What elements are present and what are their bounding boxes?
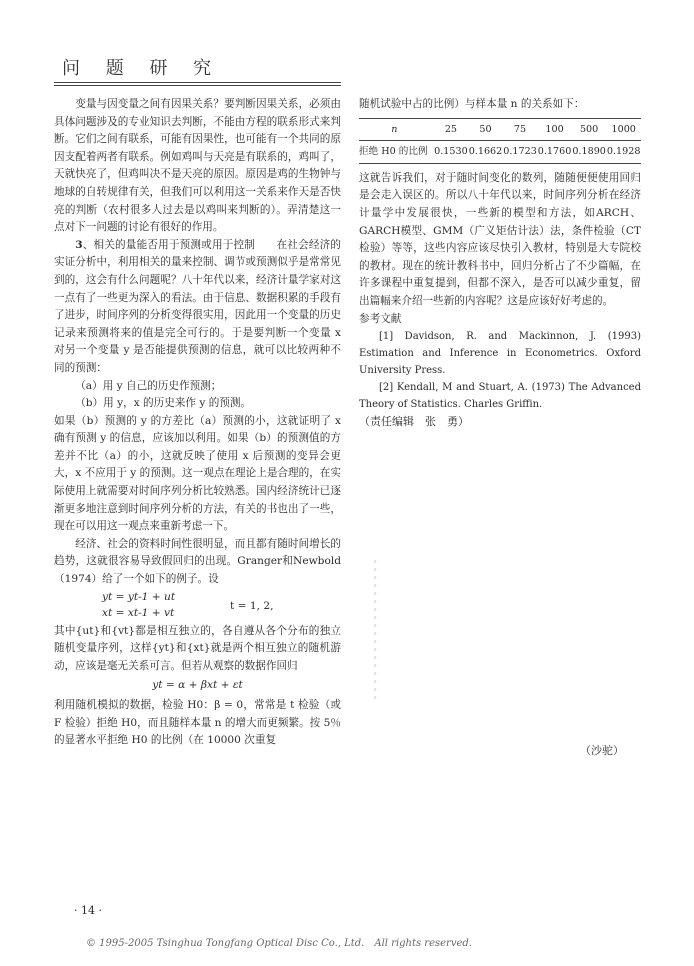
copyright-notice: © 1995-2005 Tsinghua Tongfang Optical Disc Co., Ltd. All rights reserved. [86, 938, 472, 949]
paragraph: 经济、社会的资料时间性很明显，而且都有随时间增长的趋势，这就很容易导致假回归的出现。Granger和Newbold（1974）给了一个如下的例子。设 [54, 537, 341, 586]
paragraph: 其中{ut}和{vt}都是相互独立的，各自遵从各个分布的独立随机变量序列，这样{yt}和{xt}就是两个相互独立的随机游动，应该是毫无关系可言。但若从观察的数据作回归 [54, 624, 341, 672]
table-cell: 500 [572, 118, 607, 141]
regression-equation: yt = α + βxt + εt [152, 679, 243, 692]
table-row [359, 118, 641, 141]
reference-item: [1] Davidson, R. and Mackinnon, J. (1993) Estimation and Inference in Econometrics. Oxford University Press. [359, 331, 641, 377]
section-header: 问 题 研 究 [62, 58, 222, 79]
table-cell: 0.1530 [434, 141, 469, 164]
paragraph: 变量与因变量之间有因果关系？要判断因果关系，必须由具体问题涉及的专业知识去判断，不能由方程的联系形式来判断。它们之间有联系，可能有因果性，也可能有一个共同的原因支配着两者有联系。例如鸡叫与天亮是有联系的，鸡叫了，天就快亮了，但鸡叫决不是天亮的原因。原因是鸡的生物钟与地球的自转规律有关，但我们可以利用这一关系来作天是否快亮的判断（农村很多人过去是以鸡叫来判断的）。弄清楚这一点对下一问题的讨论有很好的作用。 [54, 98, 341, 234]
list-item-a: （a）用 y 自己的历史作预测； [75, 379, 222, 392]
table-cell: 0.1890 [572, 141, 607, 164]
responsible-editor: （责任编辑 张 勇） [359, 415, 469, 429]
random-walk-equations [54, 589, 341, 623]
list-item-b: （b）用 y，x 的历史来作 y 的预测。 [75, 397, 252, 410]
references-title: 参考文献 [359, 312, 402, 325]
paragraph: 这就告诉我们，对于随时间变化的数列，随随便便使用回归是会走入误区的。所以八十年代以来，时间序列分析在经济计量学中发展很快，一些新的模型和方法，如ARCH、GARCH模型、GMM（广义矩估计法）法，条件检验（CT检验）等等，这些内容应该尽快引入教材，特别是大专院校的教材。现在的统计教科书中，回归分析占了不少篇幅，在许多课程中重复提到，但都不深入，是否可以减少重复，留出篇幅来介绍一些新的内容呢？这是应该好好考虑的。 [359, 171, 641, 307]
equation-x: xt = xt-1 + vt [102, 606, 175, 619]
equation-range: t = 1, 2, [230, 599, 274, 612]
equation-y: yt = yt-1 + ut [102, 590, 176, 603]
heading-number: 3 [75, 238, 83, 251]
paragraph: 随机试验中占的比例）与样本量 n 的关系如下： [359, 98, 585, 110]
heading-text: 、相关的量能否用于预测或用于控制 在社会经济的实证分析中，利用相关的量来控制、调节或预测似乎是常常见到的，这会有什么问题呢？八十年代以来，经济计量学家对这一点有了一些更为深入的看法。由于信息、数据积累的手段有了进步，时间序列的分析变得很实用，因此用一个变量的历史记录来预测将来的值是完全可行的。于是要判断一个变量 x 对另一个变量 y 是否能提供预测的信息，就可以比较两种不同的预测： [54, 238, 341, 374]
table-row-label: n [359, 118, 434, 141]
page-number: · 14 · [74, 904, 102, 917]
table-row-label: 拒绝 H0 的比例 [359, 141, 434, 164]
header-rule-top [54, 82, 341, 83]
table-cell: 50 [468, 118, 503, 141]
table-cell: 0.1723 [503, 141, 538, 164]
table-cell: 100 [537, 118, 572, 141]
table-cell: 75 [503, 118, 538, 141]
table-row [359, 141, 641, 164]
section-heading-3 [54, 237, 341, 378]
right-column [359, 96, 641, 431]
reference-item: [2] Kendall, M and Stuart, A. (1973) The Advanced Theory of Statistics. Charles Griffin. [359, 382, 641, 411]
table-cell: 0.1928 [606, 141, 641, 164]
header-rule-bottom [54, 85, 341, 86]
rejection-rate-table [359, 118, 641, 164]
table-cell: 0.1662 [468, 141, 503, 164]
author-name: （沙驼） [580, 744, 624, 757]
paragraph: 利用随机模拟的数据，检验 H0：β = 0，常常是 t 检验（或 F 检验）拒绝 H0，而且随样本量 n 的增大而更频繁。按 5％的显著水平拒绝 H0 的比例（在 10000 次重复 [54, 699, 341, 747]
paragraph: 如果（b）预测的 y 的方差比（a）预测的小，这就证明了 x 确有预测 y 的信息，应该加以利用。如果（b）的预测值的方差并不比（a）的小，这就反映了使用 x 后预测的变异会更大，x 不应用于 y 的预测。这一观点在理论上是合理的，在实际使用上就需要对时间序列分析比较熟悉。国内经济统计已逐渐更多地注意到时间序列分析的方法，有关的书也出了一些，现在可以用这一观点来重新考虑一下。 [54, 414, 341, 533]
left-column [54, 96, 341, 750]
table-cell: 25 [434, 118, 469, 141]
scan-artifact [372, 560, 378, 700]
table-cell: 0.1760 [537, 141, 572, 164]
table-cell: 1000 [606, 118, 641, 141]
